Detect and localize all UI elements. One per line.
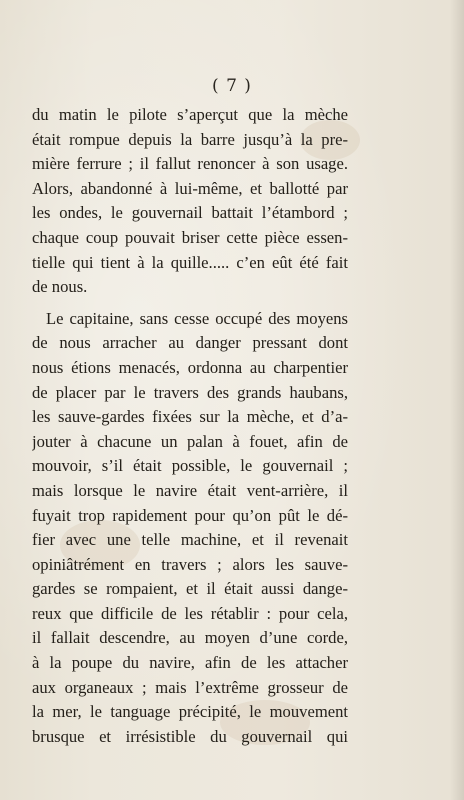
text-line: les sauve-gardes fixées sur la mèche, et d’a- [32,407,348,427]
paragraph-gap [32,300,348,307]
text-line: les ondes, le gouvernail battait l’étambord ; [32,203,348,223]
text-line: la mer, le tanguage précipité, le mouvement [32,702,348,722]
text-line: Alors, abandonné à lui-même, et ballotté par [32,178,348,198]
text-line: brusque et irrésistible du gouvernail qui [32,726,348,746]
page-number: ( 7 ) [212,76,252,96]
text-line: de nous. [32,277,88,297]
text-line: gardes se rompaient, et il était aussi dange- [32,579,348,599]
text-line: fuyait trop rapidement pour qu’on pût le dé- [32,505,348,525]
text-line: tielle qui tient à la quille..... c’en eût été fait [32,252,348,272]
text-line: il fallait descendre, au moyen d’une corde, [32,628,348,648]
text-line: nous étions menacés, ordonna au charpentier [32,357,348,377]
text-line: aux organeaux ; mais l’extrême grosseur de [32,677,348,697]
text-line: mouvoir, s’il était possible, le gouvernail ; [32,456,348,476]
text-line: opiniâtrément en travers ; alors les sauve- [32,554,348,574]
text-line: de placer par le travers des grands haubans, [32,382,348,402]
text-line: Le capitaine, sans cesse occupé des moyens [46,308,348,328]
text-line: fier avec une telle machine, et il revenait [32,530,348,550]
text-line: reux que difficile de les rétablir : pour cela, [32,603,348,623]
text-line: mière ferrure ; il fallut renoncer à son usage. [32,154,348,174]
text-line: mais lorsque le navire était vent-arrière, il [32,480,348,500]
text-line: jouter à chacune un palan à fouet, afin de [32,431,348,451]
text-line: à la poupe du navire, afin de les attacher [32,653,348,673]
text-line: était rompue depuis la barre jusqu’à la pre- [32,129,348,149]
text-line: de nous arracher au danger pressant dont [32,333,348,353]
body-text [32,103,348,749]
text-line: chaque coup pouvait briser cette pièce essen- [32,227,348,247]
page-edge-shadow [450,0,464,800]
text-line: du matin le pilote s’aperçut que la mèche [32,105,348,124]
